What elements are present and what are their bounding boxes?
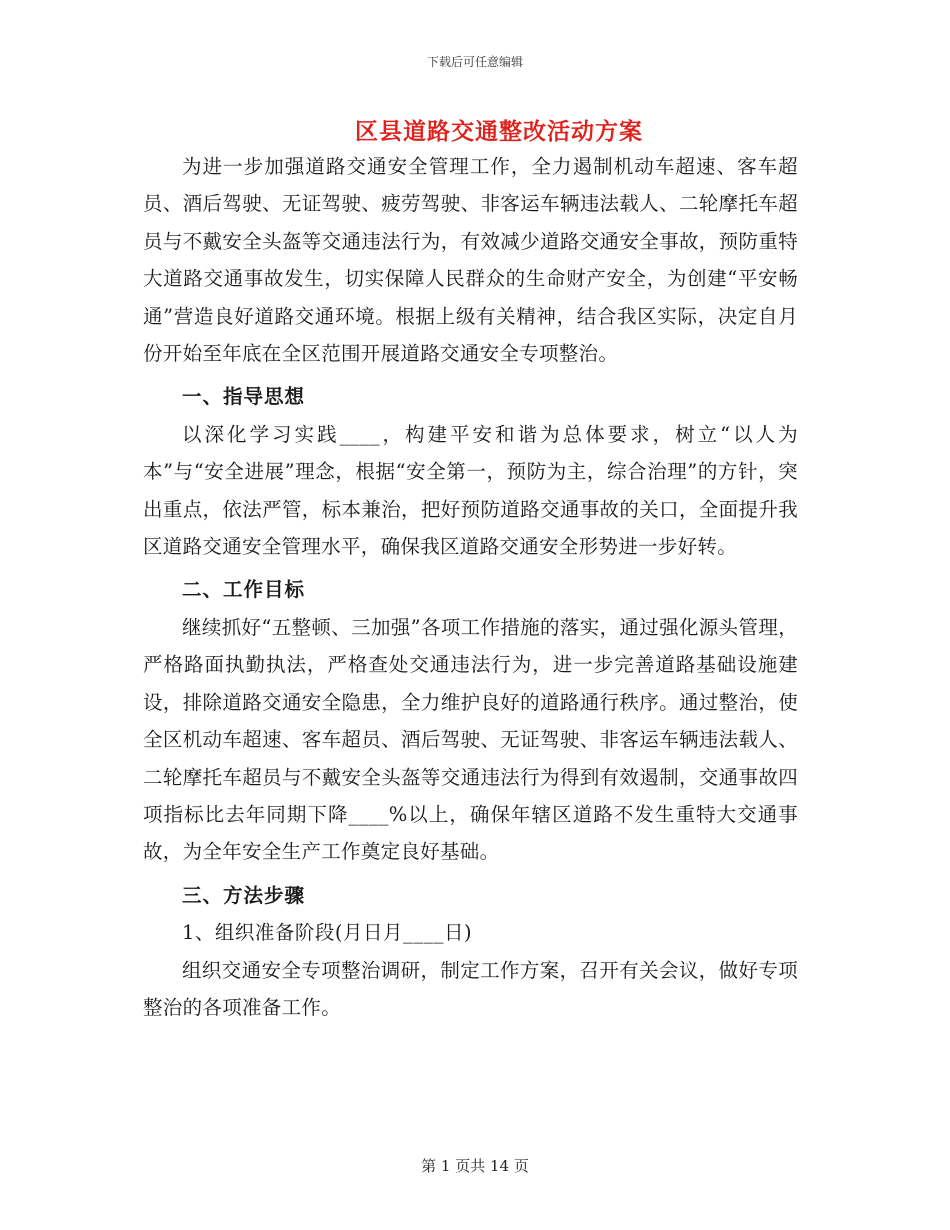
section-heading-guiding-thought: 一、指导思想 — [182, 385, 306, 409]
document-body — [143, 148, 798, 1026]
document-title: 区县道路交通整改活动方案 — [355, 118, 643, 145]
section-heading-work-goals: 二、工作目标 — [182, 578, 306, 602]
step-heading-preparation: 1、组织准备阶段(月日月____日) — [182, 921, 473, 945]
section-body-work-goals: 继续抓好“五整顿、三加强”各项工作措施的落实，通过强化源头管理，严格路面执勤执法，严格查处交通违法行为，进一步完善道路基础设施建设，排除道路交通安全隐患，全力维护良好的道路通行秩序。通过整治，使全区机动车超速、客车超员、酒后驾驶、无证驾驶、非客运车辆违法载人、二轮摩托车超员与不戴安全头盔等交通违法行为得到有效遏制，交通事故四项指标比去年同期下降____%以上，确保年辖区道路不发生重特大交通事故，为全年安全生产工作奠定良好基础。 — [143, 615, 798, 864]
step-body-preparation: 组织交通安全专项整治调研，制定工作方案，召开有关会议，做好专项整治的各项准备工作。 — [143, 958, 798, 1019]
intro-paragraph: 为进一步加强道路交通安全管理工作，全力遏制机动车超速、客车超员、酒后驾驶、无证驾驶、疲劳驾驶、非客运车辆违法载人、二轮摩托车超员与不戴安全头盔等交通违法行为，有效减少道路交通安全事故，预防重特大道路交通事故发生，切实保障人民群众的生命财产安全，为创建“平安畅通”营造良好道路交通环境。根据上级有关精神，结合我区实际，决定自月份开始至年底在全区范围开展道路交通安全专项整治。 — [143, 155, 798, 366]
section-heading-method-steps: 三、方法步骤 — [182, 883, 306, 907]
header-note: 下载后可任意编辑 — [426, 55, 523, 69]
section-body-guiding-thought: 以深化学习实践____，构建平安和谐为总体要求，树立“以人为本”与“安全进展”理念，根据“安全第一，预防为主，综合治理”的方针，突出重点，依法严管，标本兼治，把好预防道路交通事故的关口，全面提升我区道路交通安全管理水平，确保我区道路交通安全形势进一步好转。 — [143, 422, 798, 559]
page-indicator: 第 1 页共 14 页 — [421, 1157, 529, 1175]
